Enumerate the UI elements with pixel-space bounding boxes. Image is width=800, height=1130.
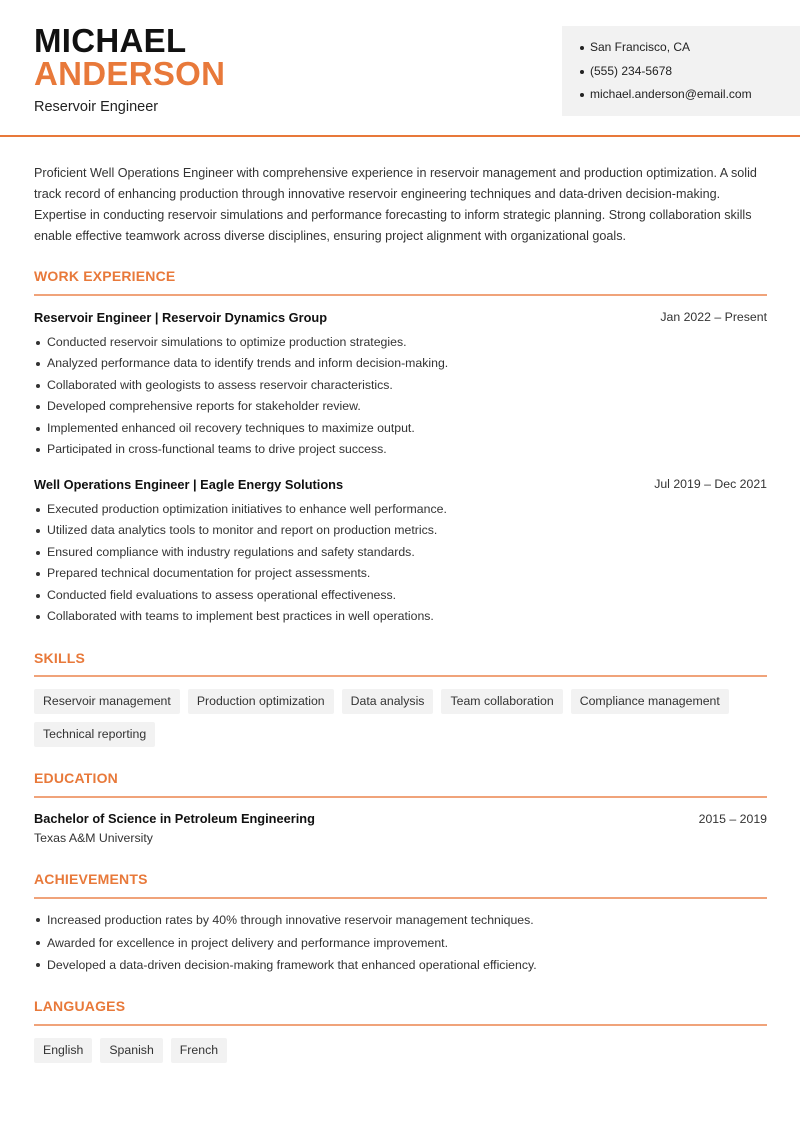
list-item: Awarded for excellence in project delivery and performance improvement. [34,932,767,955]
job-heading [34,477,767,492]
job-role-company: Reservoir Engineer | Reservoir Dynamics Group [34,310,328,325]
last-name: ANDERSON [34,55,226,92]
skill-tag: Compliance management [571,689,729,714]
job-heading [34,310,767,325]
list-item: Conducted reservoir simulations to optimize production strategies. [34,332,767,353]
first-name: MICHAEL [34,22,187,59]
language-tag: Spanish [100,1038,162,1063]
professional-summary: Proficient Well Operations Engineer with comprehensive experience in reservoir management and production optimization. A solid track record of enhancing production through innovative reservoir engineering techniques and data-driven decision-making. Expertise in conducting reservoir simulations and performance forecasting to inform strategic planning. Strong collaboration skills enable effective teamwork across diverse disciplines, ensuring project alignment with organizational goals. [34,166,757,243]
section-title-skills: SKILLS [34,650,85,666]
list-item: Participated in cross-functional teams to drive project success. [34,439,767,460]
skills-tags [34,689,767,747]
job-dates: Jan 2022 – Present [660,310,767,324]
contact-list [580,36,800,107]
language-tag: English [34,1038,92,1063]
language-tag: French [171,1038,227,1063]
list-item: Prepared technical documentation for project assessments. [34,563,767,584]
job-bullets [34,332,767,460]
section-divider [34,1024,767,1026]
job-bullets [34,499,767,627]
list-item: Collaborated with teams to implement best practices in well operations. [34,606,767,627]
list-item: Increased production rates by 40% through innovative reservoir management techniques. [34,909,767,932]
job-title: Reservoir Engineer [34,99,159,115]
section-title-languages: LANGUAGES [34,998,126,1014]
section-title-work: WORK EXPERIENCE [34,268,176,284]
section-divider [34,294,767,296]
contact-box [562,26,800,116]
skill-tag: Reservoir management [34,689,180,714]
section-divider [34,897,767,899]
list-item: Collaborated with geologists to assess reservoir characteristics. [34,375,767,396]
contact-location: San Francisco, CA [580,36,800,60]
section-divider [34,675,767,677]
list-item: Executed production optimization initiatives to enhance well performance. [34,499,767,520]
list-item: Implemented enhanced oil recovery techniques to maximize output. [34,418,767,439]
contact-phone: (555) 234-5678 [580,60,800,84]
job-dates: Jul 2019 – Dec 2021 [654,477,767,491]
list-item: Analyzed performance data to identify trends and inform decision-making. [34,353,767,374]
list-item: Conducted field evaluations to assess operational effectiveness. [34,585,767,606]
education-degree: Bachelor of Science in Petroleum Engineering [34,811,315,826]
job-role-company: Well Operations Engineer | Eagle Energy Solutions [34,477,344,492]
skill-tag: Technical reporting [34,722,155,747]
skill-tag: Production optimization [188,689,334,714]
section-title-achievements: ACHIEVEMENTS [34,871,148,887]
list-item: Ensured compliance with industry regulations and safety standards. [34,542,767,563]
language-tags [34,1038,767,1063]
list-item: Utilized data analytics tools to monitor and report on production metrics. [34,520,767,541]
skill-tag: Data analysis [342,689,434,714]
section-divider [34,796,767,798]
resume-header [0,0,800,137]
contact-email: michael.anderson@email.com [580,83,800,107]
education-school: Texas A&M University [34,831,153,845]
skill-tag: Team collaboration [441,689,562,714]
section-title-education: EDUCATION [34,770,118,786]
education-dates: 2015 – 2019 [698,812,767,826]
list-item: Developed comprehensive reports for stakeholder review. [34,396,767,417]
list-item: Developed a data-driven decision-making framework that enhanced operational efficiency. [34,954,767,977]
achievement-bullets [34,909,767,977]
